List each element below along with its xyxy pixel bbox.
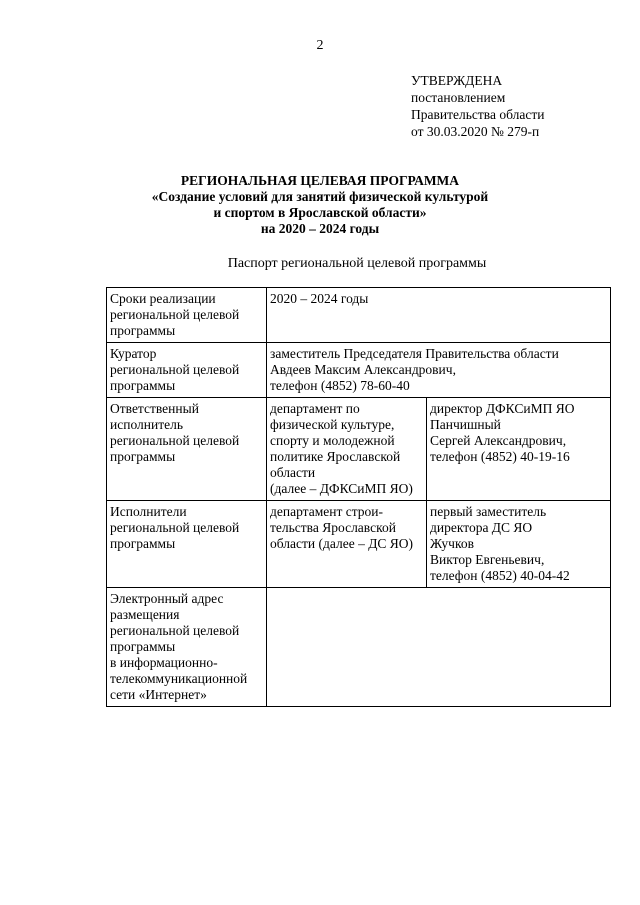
cell-line: программы bbox=[110, 378, 176, 393]
cell-line: региональной целевой bbox=[110, 433, 240, 448]
approval-line: от 30.03.2020 № 279-п bbox=[411, 124, 540, 139]
row-label-cell bbox=[107, 588, 267, 707]
cell-line: заместитель Председателя Правительства области bbox=[270, 346, 559, 361]
row-label-cell bbox=[107, 398, 267, 501]
cell-line: департамент по bbox=[270, 401, 360, 416]
table-row bbox=[107, 588, 611, 707]
cell-line: в информационно- bbox=[110, 655, 218, 670]
cell-line: региональной целевой bbox=[110, 623, 240, 638]
title-line: на 2020 – 2024 годы bbox=[260, 221, 380, 236]
cell-line: телекоммуникационной bbox=[110, 671, 248, 686]
title-line: и спортом в Ярославской области» bbox=[213, 205, 427, 220]
passport-table bbox=[106, 287, 611, 707]
approval-line: Правительства области bbox=[411, 107, 545, 122]
table-row bbox=[107, 501, 611, 588]
table-row bbox=[107, 398, 611, 501]
cell-line: директора ДС ЯО bbox=[430, 520, 533, 535]
cell-line: департамент строи- bbox=[270, 504, 384, 519]
title-line: РЕГИОНАЛЬНАЯ ЦЕЛЕВАЯ ПРОГРАММА bbox=[180, 173, 460, 188]
cell-line: Жучков bbox=[430, 536, 474, 551]
cell-line: Ответственный bbox=[110, 401, 199, 416]
row-label-cell bbox=[107, 343, 267, 398]
title-line: «Создание условий для занятий физической культурой bbox=[151, 189, 489, 204]
cell-line: Авдеев Максим Александрович, bbox=[270, 362, 456, 377]
row-value-cell bbox=[267, 501, 427, 588]
cell-line: Куратор bbox=[110, 346, 157, 361]
cell-line: региональной целевой bbox=[110, 362, 240, 377]
cell-line: программы bbox=[110, 639, 176, 654]
cell-line: тельства Ярославской bbox=[270, 520, 396, 535]
cell-line: 2020 – 2024 годы bbox=[270, 291, 369, 306]
cell-line: (далее – ДФКСиМП ЯО) bbox=[270, 481, 413, 496]
cell-line: региональной целевой bbox=[110, 520, 240, 535]
cell-line: региональной целевой bbox=[110, 307, 240, 322]
row-contact-cell bbox=[427, 398, 611, 501]
cell-line: спорту и молодежной bbox=[270, 433, 395, 448]
table-row bbox=[107, 288, 611, 343]
cell-line: Виктор Евгеньевич, bbox=[430, 552, 545, 567]
approval-line: УТВЕРЖДЕНА bbox=[411, 73, 503, 88]
cell-line: программы bbox=[110, 323, 176, 338]
cell-line: Исполнители bbox=[110, 504, 187, 519]
cell-line: телефон (4852) 40-19-16 bbox=[430, 449, 570, 464]
cell-line: размещения bbox=[110, 607, 180, 622]
cell-line: первый заместитель bbox=[430, 504, 547, 519]
row-label-cell bbox=[107, 288, 267, 343]
cell-line: сети «Интернет» bbox=[110, 687, 207, 702]
page-number: 2 bbox=[316, 38, 324, 53]
row-value-cell bbox=[267, 588, 611, 707]
cell-line: области (далее – ДС ЯО) bbox=[270, 536, 414, 551]
table-row bbox=[107, 343, 611, 398]
passport-heading: Паспорт региональной целевой программы bbox=[227, 256, 487, 271]
cell-line: Панчишный bbox=[430, 417, 501, 432]
cell-line: программы bbox=[110, 536, 176, 551]
cell-line: Сергей Александрович, bbox=[430, 433, 567, 448]
row-contact-cell bbox=[427, 501, 611, 588]
cell-line: телефон (4852) 78-60-40 bbox=[270, 378, 410, 393]
approval-line: постановлением bbox=[411, 90, 506, 105]
cell-line: Электронный адрес bbox=[110, 591, 224, 606]
row-value-cell bbox=[267, 288, 611, 343]
cell-line: политике Ярославской bbox=[270, 449, 401, 464]
cell-line: физической культуре, bbox=[270, 417, 395, 432]
cell-line: программы bbox=[110, 449, 176, 464]
cell-line: исполнитель bbox=[110, 417, 183, 432]
approval-stamp bbox=[411, 72, 544, 140]
row-label-cell bbox=[107, 501, 267, 588]
row-value-cell bbox=[267, 343, 611, 398]
cell-line: директор ДФКСиМП ЯО bbox=[430, 401, 575, 416]
row-value-cell bbox=[267, 398, 427, 501]
program-title bbox=[0, 173, 640, 237]
cell-line: Сроки реализации bbox=[110, 291, 216, 306]
cell-line: области bbox=[270, 465, 316, 480]
cell-line: телефон (4852) 40-04-42 bbox=[430, 568, 570, 583]
